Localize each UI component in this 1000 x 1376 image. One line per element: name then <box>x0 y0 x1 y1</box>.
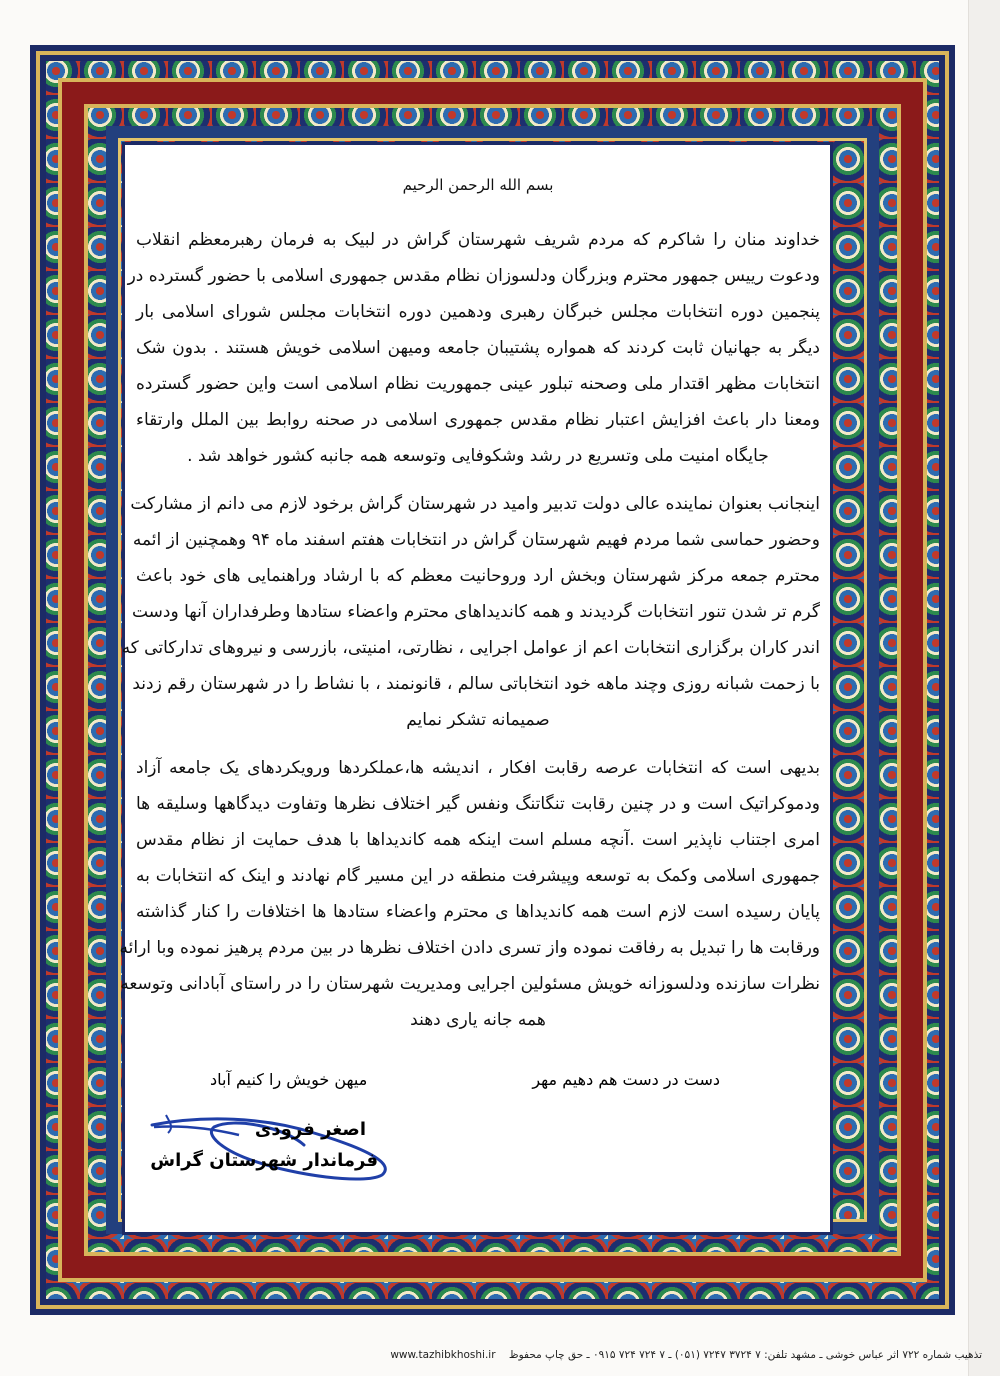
paragraph-line: امری اجتناب ناپذیر است .آنچه مسلم است اینکه همه کاندیداها با هدف حمایت از نظام مقدس <box>136 830 820 850</box>
imprint-text: تذهیب شماره ۷۲۲ اثر عباس خوشی ـ مشهد تلفن: ۷ ۳۷۲۴ ۷۲۴۷ (۰۵۱) ـ ۷ ۷۲۴ ۷۲۴ ۰۹۱۵ ـ حق چاپ محفوظ <box>508 1349 982 1361</box>
signature-block <box>148 1115 378 1185</box>
paragraph-1 <box>127 222 820 474</box>
paragraph-line: دیگر به جهانیان ثابت کردند که همواره پشتیبان جامعه ومیهن اسلامی خویش هستند . بدون شک <box>136 338 820 358</box>
paper-edge <box>968 0 1000 1376</box>
paragraph-line: جایگاه امنیت ملی وتسریع در رشد وشکوفایی وتوسعه همه جانبه کشور خواهد شد . <box>187 446 769 466</box>
signatory-title: فرماندار شهرستان گراش <box>150 1150 378 1171</box>
paragraph-line: انتخابات مظهر اقتدار ملی وصحنه تبلور عینی جمهوریت نظام اسلامی است واین حضور گسترده <box>136 374 820 394</box>
paragraph-line: ودعوت رییس جمهور محترم وبزرگان ودلسوزان نظام مقدس جمهوری اسلامی با حضور گسترده در <box>127 266 820 286</box>
paragraph-line: محترم جمعه مرکز شهرستان وبخش ارد وروحانیت معظم که با ارشاد وراهنمایی های خود باعث <box>136 566 820 586</box>
print-footer <box>360 1349 982 1361</box>
paragraph-line: ومعنا دار باعث افزایش اعتبار نظام مقدس جمهوری اسلامی در صحنه روابط بین الملل وارتقاء <box>136 410 820 430</box>
paragraph-line: پایان رسیده است لازم است همه کاندیداها ی محترم واعضاء ستادها ها اختلافات را کنار گذاشته <box>136 902 820 922</box>
paragraph-line: ودموکراتیک است و در چنین رقابت تنگاتنگ ونفس گیر اختلاف نظرها وتفاوت دیدگاهها وسلیقه ها <box>136 794 820 814</box>
paragraph-line: با زحمت شبانه روزی وچند ماهه خود انتخاباتی سالم ، قانونمند ، با نشاط را در شهرستان رقم زدند <box>132 674 820 694</box>
signatory-name: اصغر فرودی <box>254 1119 366 1140</box>
paragraph-line: خداوند منان را شاکرم که مردم شریف شهرستان گراش در لبیک به فرمان رهبرمعظم انقلاب <box>136 230 820 250</box>
paragraph-line: نظرات سازنده ودلسوزانه خویش مسئولین اجرایی ومدیریت شهرستان را در راستای آبادانی وتوسعه <box>120 974 820 994</box>
paragraph-line: گرم تر شدن تنور انتخابات گردیدند و همه کاندیداهای محترم واعضاء ستادها وطرفداران آنها ودست <box>131 602 820 622</box>
paragraph-3 <box>119 750 820 1038</box>
closing-verse-right: دست در دست هم دهیم مهر <box>532 1070 720 1089</box>
paragraph-line: پنجمین دوره انتخابات مجلس خبرگان رهبری ودهمین دوره انتخابات مجلس شورای اسلامی بار <box>136 302 820 322</box>
paragraph-line: همه جانه یاری دهند <box>410 1010 546 1030</box>
paragraph-line: وحضور حماسی شما مردم فهیم شهرستان گراش در انتخابات هفتم اسفند ماه ۹۴ وهمچنین از ائمه <box>132 530 820 550</box>
paragraph-line: بدیهی است که انتخابات عرصه رقابت افکار ، اندیشه ها،عملکردها ورویکردهای یک جامعه آزاد <box>136 758 820 778</box>
paragraph-line: اینجانب بعنوان نماینده عالی دولت تدبیر وامید در شهرستان گراش برخود لازم می دانم از مشارکت <box>130 494 820 514</box>
paragraph-2 <box>121 486 820 738</box>
paragraph-line: ورقابت ها را تبدیل به رفاقت نموده واز تسری دادن اختلاف نظرها در بین مردم پرهیز نموده وبا ارائه <box>119 938 820 958</box>
closing-verse <box>170 1070 790 1100</box>
website-link[interactable]: www.tazhibkhoshi.ir <box>390 1349 496 1361</box>
closing-verse-left: میهن خویش را کنیم آباد <box>210 1070 368 1089</box>
paragraph-line: جمهوری اسلامی وکمک به توسعه وپیشرفت منطقه در این مسیر گام نهادند و اینک که انتخابات به <box>136 866 820 886</box>
paragraph-line: اندر کاران برگزاری انتخابات اعم از عوامل اجرایی ، نظارتی، امنیتی، بازرسی و نیروهای تدارکاتی که <box>121 638 820 658</box>
letter-body <box>119 160 820 1038</box>
paragraph-line: صمیمانه تشکر نمایم <box>406 710 550 730</box>
basmala: بسم الله الرحمن الرحیم <box>402 176 554 194</box>
